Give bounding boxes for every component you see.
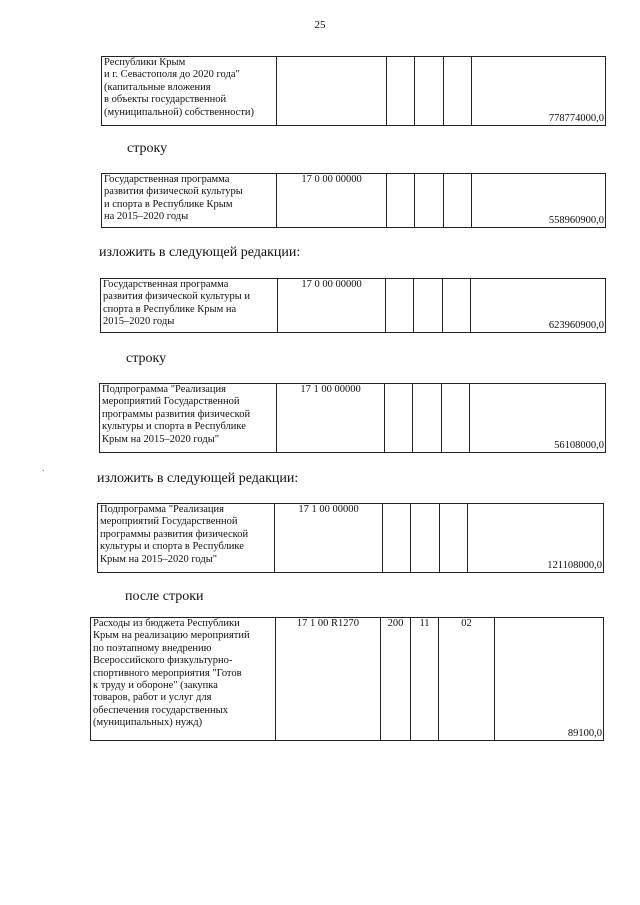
line-item-name: Республики Крым и г. Севастополя до 2020 года" (капитальные вложения в объекты государственной (муниципальной) собственности) (102, 57, 277, 126)
table-row (100, 384, 606, 453)
heading-row: строку (126, 351, 167, 366)
expense-type (387, 57, 415, 126)
budget-table-6 (90, 617, 604, 741)
amount: 89100,0 (495, 618, 604, 741)
heading-new-edition: изложить в следующей редакции: (99, 245, 301, 260)
budget-table-2 (101, 173, 606, 228)
budget-table-1 (101, 56, 606, 126)
table-row (101, 279, 606, 333)
section: 11 (411, 618, 439, 741)
expense-type (386, 279, 414, 333)
heading-after-row: после строки (125, 589, 204, 604)
section (415, 174, 444, 228)
target-code: 17 0 00 00000 (277, 174, 387, 228)
amount: 778774000,0 (472, 57, 606, 126)
margin-mark: . (42, 463, 45, 474)
line-item-name: Подпрограмма "Реализация мероприятий Государственной программы развития физической культуры и спорта в Республике Крым на 2015–2020 годы" (100, 384, 277, 453)
subsection: 02 (439, 618, 495, 741)
section (414, 279, 443, 333)
budget-table-4 (99, 383, 606, 453)
subsection (442, 384, 470, 453)
table-row (98, 504, 604, 573)
subsection (443, 279, 471, 333)
expense-type (385, 384, 413, 453)
subsection (440, 504, 468, 573)
heading-row: строку (127, 141, 168, 156)
line-item-name: Государственная программа развития физической культуры и спорта в Республике Крым на 2015–2020 годы (101, 279, 278, 333)
line-item-name: Подпрограмма "Реализация мероприятий Государственной программы развития физической культуры и спорта в Республике Крым на 2015–2020 годы" (98, 504, 275, 573)
section (413, 384, 442, 453)
target-code: 17 0 00 00000 (278, 279, 386, 333)
section (411, 504, 440, 573)
line-item-name: Расходы из бюджета Республики Крым на реализацию мероприятий по поэтапному внедрению Всероссийского физкультурно- спортивного мероприятия "Готов к труду и обороне" (закупка товаров, работ и услуг для обеспечения государственных (муниципальных) нужд) (91, 618, 276, 741)
amount: 558960900,0 (472, 174, 606, 228)
subsection (444, 174, 472, 228)
table-row (102, 57, 606, 126)
amount: 623960900,0 (471, 279, 606, 333)
target-code: 17 1 00 R1270 (276, 618, 381, 741)
target-code (277, 57, 387, 126)
table-row (102, 174, 606, 228)
amount: 121108000,0 (468, 504, 604, 573)
page-number: 25 (314, 19, 326, 31)
budget-table-3 (100, 278, 606, 333)
amount: 56108000,0 (470, 384, 606, 453)
section (415, 57, 444, 126)
table-row (91, 618, 604, 741)
target-code: 17 1 00 00000 (275, 504, 383, 573)
heading-new-edition: изложить в следующей редакции: (97, 471, 299, 486)
subsection (444, 57, 472, 126)
expense-type (383, 504, 411, 573)
line-item-name: Государственная программа развития физической культуры и спорта в Республике Крым на 2015–2020 годы (102, 174, 277, 228)
expense-type (387, 174, 415, 228)
expense-type: 200 (381, 618, 411, 741)
target-code: 17 1 00 00000 (277, 384, 385, 453)
budget-table-5 (97, 503, 604, 573)
